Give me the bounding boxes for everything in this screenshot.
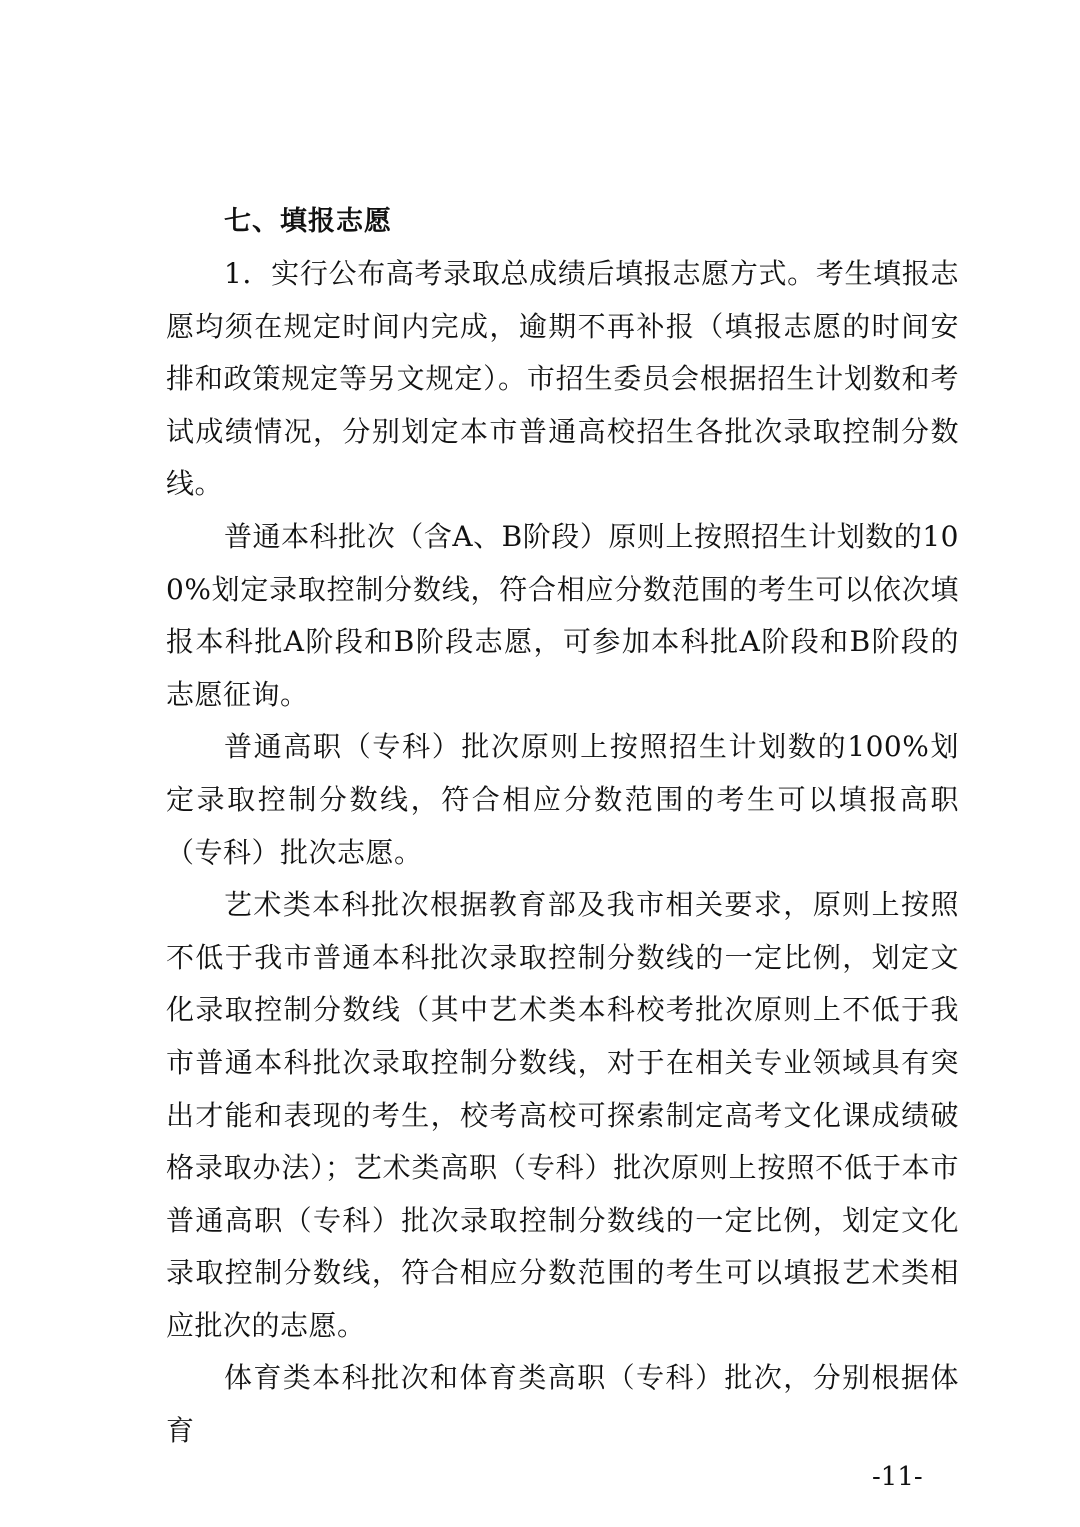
paragraph-1: 1．实行公布高考录取总成绩后填报志愿方式。考生填报志愿均须在规定时间内完成，逾期不再补报（填报志愿的时间安排和政策规定等另文规定）。市招生委员会根据招生计划数和考试成绩情况，分别划定本市普通高校招生各批次录取控制分数线。 (166, 257, 959, 501)
paragraph-2: 普通本科批次（含A、B阶段）原则上按照招生计划数的100%划定录取控制分数线，符合相应分数范围的考生可以依次填报本科批A阶段和B阶段志愿，可参加本科批A阶段和B阶段的志愿征询。 (166, 519, 959, 711)
page-body (166, 196, 959, 1458)
paragraph-5: 体育类本科批次和体育类高职（专科）批次，分别根据体育 (166, 1361, 959, 1448)
page-number: -11- (872, 1462, 923, 1492)
paragraph-3: 普通高职（专科）批次原则上按照招生计划数的100%划定录取控制分数线，符合相应分数范围的考生可以填报高职（专科）批次志愿。 (166, 730, 959, 869)
section-heading: 七、填报志愿 (224, 206, 392, 237)
paragraph-4: 艺术类本科批次根据教育部及我市相关要求，原则上按照不低于我市普通本科批次录取控制分数线的一定比例，划定文化录取控制分数线（其中艺术类本科校考批次原则上不低于我市普通本科批次录取控制分数线，对于在相关专业领域具有突出才能和表现的考生，校考高校可探索制定高考文化课成绩破格录取办法）；艺术类高职（专科）批次原则上按照不低于本市普通高职（专科）批次录取控制分数线的一定比例，划定文化录取控制分数线，符合相应分数范围的考生可以填报艺术类相应批次的志愿。 (166, 888, 959, 1342)
